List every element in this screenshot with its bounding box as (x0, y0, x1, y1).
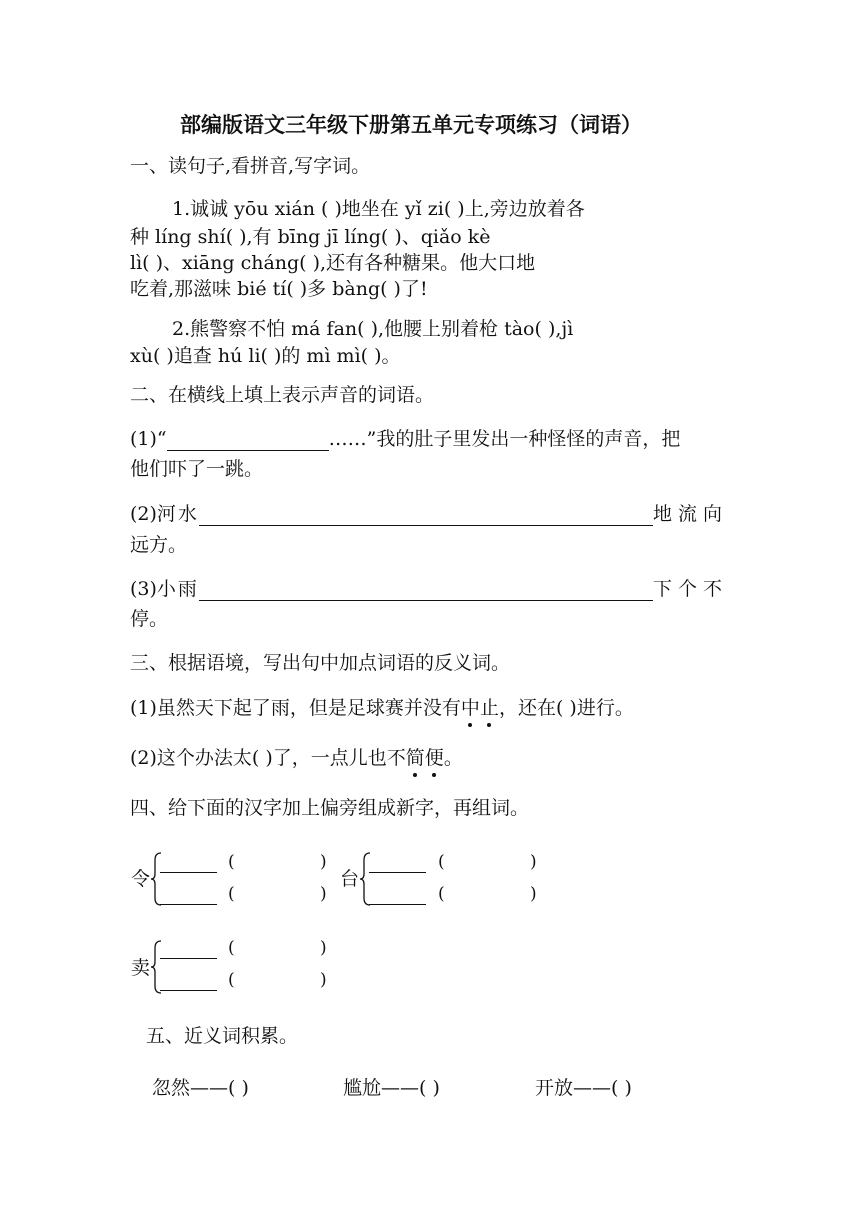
s2-q2-tail: 地流向 (652, 503, 728, 525)
s4-group1-blank-top[interactable] (160, 872, 217, 873)
s4-group1-paren-left-top: ( (228, 852, 235, 872)
s4-brace-2 (359, 852, 371, 906)
s3-q1 (130, 697, 634, 719)
s2-q1-blank[interactable] (167, 428, 329, 451)
s4-group2-paren-right-top: ) (530, 852, 537, 872)
s2-q3 (130, 578, 728, 601)
s4-char-2: 台 (340, 868, 360, 890)
section-5-heading: 五、近义词积累。 (146, 1025, 299, 1047)
s2-q3-tail: 下个不 (652, 578, 728, 600)
s2-q1-number: (1) (130, 428, 157, 450)
s2-q1-open-quote: “ (156, 428, 167, 450)
s2-q1-tail: ……”我的肚子里发出一种怪怪的声音，把 (328, 428, 681, 450)
s5-item-1: 忽然——( ) (152, 1077, 249, 1099)
s4-group3-paren-right-top: ) (320, 938, 327, 958)
s3-q2-dotted-char-2: 便 (424, 747, 444, 769)
s1-q2-line1: 2.熊警察不怕 má fan( ),他腰上别着枪 tào( ),jì (172, 318, 574, 340)
s2-q2-number: (2) (130, 503, 157, 525)
s3-q2 (130, 747, 463, 769)
s5-item-3: 开放——( ) (535, 1077, 632, 1099)
s3-q1-pre: (1)虽然天下起了雨，但是足球赛并没有 (130, 697, 461, 719)
section-1-heading: 一、读句子,看拼音,写字词。 (130, 155, 371, 177)
s3-q2-pre: (2)这个办法太( )了，一点儿也不 (130, 747, 406, 769)
section-2-heading: 二、在横线上填上表示声音的词语。 (130, 384, 435, 406)
s4-group1-paren-right-bottom: ) (320, 884, 327, 904)
s3-q1-dotted-char-1: 中 (460, 697, 480, 719)
s4-group3-blank-bottom[interactable] (160, 990, 217, 991)
s4-group2-blank-top[interactable] (369, 872, 426, 873)
s2-q2-line2: 远方。 (130, 534, 188, 556)
s4-group3-paren-right-bottom: ) (320, 970, 327, 990)
s4-char-3: 卖 (131, 957, 151, 979)
s1-q1-line2: 种 líng shí( ),有 bīng jī líng( )、qiǎo kè (130, 226, 491, 248)
s4-group2-blank-bottom[interactable] (369, 904, 426, 905)
s4-group3-paren-left-bottom: ( (228, 970, 235, 990)
s4-group2-paren-right-bottom: ) (530, 884, 537, 904)
s2-q2 (130, 503, 728, 526)
s2-q3-number: (3) (130, 578, 157, 600)
s4-group3-paren-left-top: ( (228, 938, 235, 958)
section-3-heading: 三、根据语境，写出句中加点词语的反义词。 (130, 652, 511, 674)
s2-q2-blank[interactable] (199, 503, 653, 526)
s1-q1-line4: 吃着,那滋味 bié tí( )多 bàng( )了! (130, 278, 428, 300)
section-4-heading: 四、给下面的汉字加上偏旁组成新字，再组词。 (130, 797, 530, 819)
s1-q1-line3: lì( )、xiāng cháng( ),还有各种糖果。他大口地 (130, 252, 536, 274)
s4-group1-blank-bottom[interactable] (160, 904, 217, 905)
page-title: 部编版语文三年级下册第五单元专项练习（词语） (180, 112, 642, 137)
s2-q3-head: 小雨 (156, 578, 199, 600)
s3-q1-post: ，还在( )进行。 (498, 697, 634, 719)
s4-brace-1 (150, 852, 162, 906)
s3-q2-dotted-char-1: 简 (405, 747, 425, 769)
s4-group1-paren-right-top: ) (320, 852, 327, 872)
s1-q1-line1: 1.诚诚 yōu xián ( )地坐在 yǐ zi( )上,旁边放着各 (172, 198, 585, 220)
s1-q2-line2: xù( )追查 hú li( )的 mì mì( )。 (130, 345, 401, 367)
s4-group3-blank-top[interactable] (160, 958, 217, 959)
s4-group2-paren-left-bottom: ( (438, 884, 445, 904)
s2-q3-line2: 停。 (130, 608, 169, 630)
s2-q1 (130, 428, 680, 451)
s3-q1-dotted-char-2: 止 (479, 697, 499, 719)
s4-char-1: 令 (131, 868, 151, 890)
s4-group2-paren-left-top: ( (438, 852, 445, 872)
s2-q3-blank[interactable] (199, 578, 653, 601)
s2-q2-head: 河水 (156, 503, 199, 525)
s5-item-2: 尴尬——( ) (343, 1077, 440, 1099)
s3-q2-post: 。 (443, 747, 463, 769)
s2-q1-line2: 他们吓了一跳。 (130, 458, 264, 480)
s4-group1-paren-left-bottom: ( (228, 884, 235, 904)
s4-brace-3 (150, 940, 162, 994)
